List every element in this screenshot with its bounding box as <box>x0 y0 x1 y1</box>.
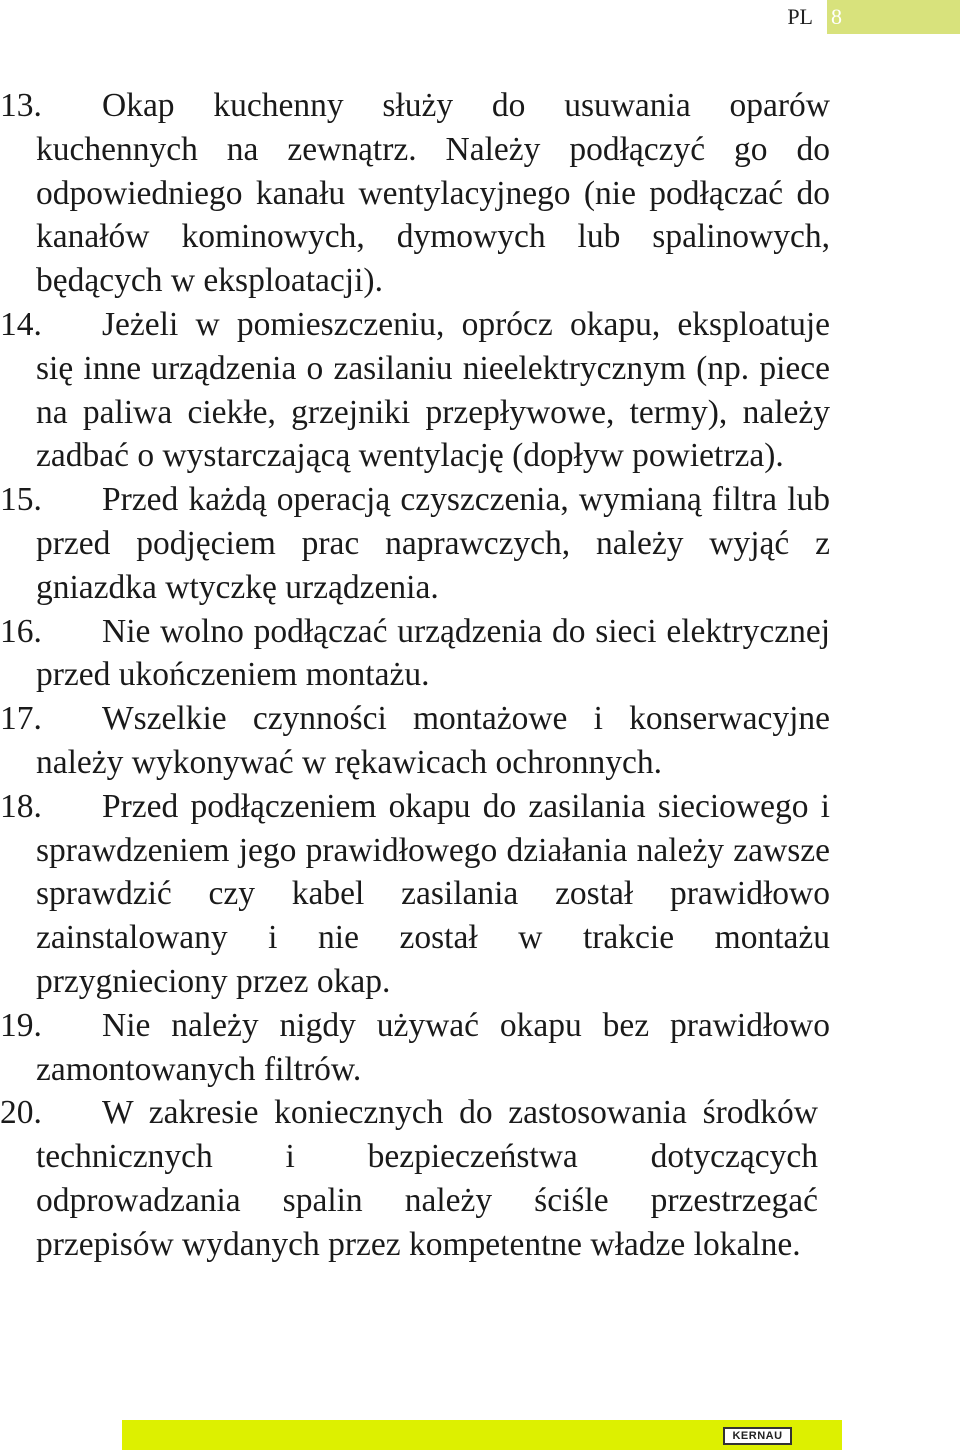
item-text: Wszelkie czynności montażowe i konserwacyjne należy wykonywać w rękawicach ochronnych. <box>36 700 830 781</box>
list-item <box>0 84 830 303</box>
list-item <box>0 697 830 785</box>
item-number: 19. <box>0 1006 42 1044</box>
list-item <box>0 478 830 609</box>
item-text: Okap kuchenny służy do usuwania oparów kuchennych na zewnątrz. Należy podłączyć go do odpowiedniego kanału wentylacyjnego (nie podłączać do kanałów kominowych, dymowych lub spalinowych, będących w eksploatacji). <box>36 87 830 300</box>
item-text: Nie wolno podłączać urządzenia do sieci elektrycznej przed ukończeniem montażu. <box>36 612 830 694</box>
safety-instructions-list <box>0 84 830 1267</box>
item-number: 16. <box>0 612 42 650</box>
footer-bar <box>122 1420 842 1450</box>
list-item <box>0 1004 830 1092</box>
item-number: 18. <box>0 787 42 825</box>
item-text: W zakresie koniecznych do zastosowania środków technicznych i bezpieczeństwa dotyczących odprowadzania spalin należy ściśle przestrzegać przepisów wydanych przez kompetentne władze lokalne. <box>36 1094 818 1263</box>
item-text: Jeżeli w pomieszczeniu, oprócz okapu, eksploatuje się inne urządzenia o zasilaniu nieelektrycznym (np. piece na paliwa ciekłe, grzejniki przepływowe, termy), należy zadbać o wystarczającą wentylację (dopływ powietrza). <box>36 305 830 475</box>
item-number: 17. <box>0 700 42 738</box>
list-item <box>0 1091 818 1266</box>
item-number: 15. <box>0 481 42 519</box>
item-text: Nie należy nigdy używać okapu bez prawidłowo zamontowanych filtrów. <box>36 1006 830 1088</box>
page-header <box>787 0 960 34</box>
list-item <box>0 303 830 478</box>
item-number: 13. <box>0 87 42 124</box>
brand-logo: KERNAU <box>723 1427 792 1445</box>
list-item <box>0 785 830 1004</box>
list-item <box>0 610 830 698</box>
item-text: Przed każdą operacją czyszczenia, wymianą filtra lub przed podjęciem prac naprawczych, należy wyjąć z gniazdka wtyczkę urządzenia. <box>36 481 830 606</box>
item-text: Przed podłączeniem okapu do zasilania sieciowego i sprawdzeniem jego prawidłowego działania należy zawsze sprawdzić czy kabel zasilania został prawidłowo zainstalowany i nie został w trakcie montażu przygnieciony przez okap. <box>36 787 830 1000</box>
item-number: 14. <box>0 305 42 343</box>
language-label: PL <box>787 4 813 29</box>
page-number: 8 <box>827 0 960 34</box>
item-number: 20. <box>0 1094 42 1132</box>
